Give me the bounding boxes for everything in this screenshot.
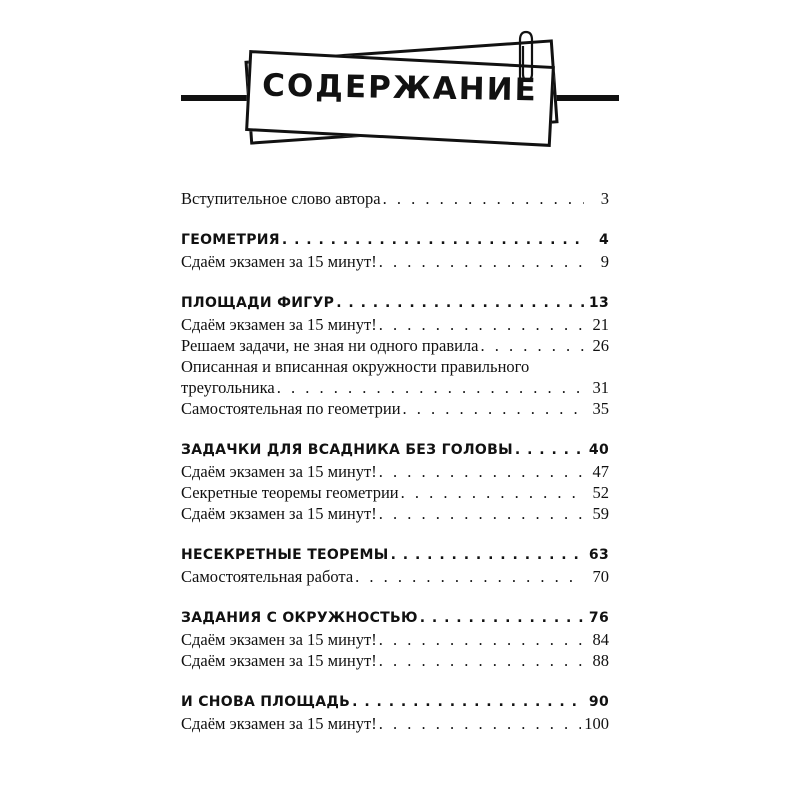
toc-section-label: НЕСЕКРЕТНЫЕ ТЕОРЕМЫ [181,547,389,563]
toc-entry-page: 84 [592,630,609,649]
toc-leader-dots [355,566,584,587]
page-title: СОДЕРЖАНИЕ [261,67,539,109]
toc-entry[interactable] [181,188,609,209]
toc-entry-label-line1: Описанная и вписанная окружности правильного [181,357,530,376]
toc-section-page: 76 [588,610,609,626]
toc-entry-label: Самостоятельная по геометрии [181,399,401,418]
toc-leader-dots [403,398,584,419]
toc-entry[interactable] [181,650,609,671]
toc-entry-page: 59 [592,504,609,523]
toc-leader-dots [379,713,582,734]
toc-section[interactable] [181,293,609,314]
toc-leader-dots [336,293,584,314]
toc-section-page: 4 [598,232,609,248]
toc-section-page: 63 [588,547,609,563]
toc-leader-dots [379,650,584,671]
toc-entry[interactable] [181,398,609,419]
toc-entry-page: 70 [592,567,609,586]
toc-section[interactable] [181,545,609,566]
toc-leader-dots [282,230,584,251]
toc-entry-page: 35 [592,399,609,418]
toc-entry-page: 3 [600,189,609,208]
toc-entry[interactable] [181,482,609,503]
toc-section-label: ПЛОЩАДИ ФИГУР [181,295,335,311]
toc-section-label: И СНОВА ПЛОЩАДЬ [181,694,351,710]
toc-entry[interactable] [181,566,609,587]
toc-section-page: 90 [588,694,609,710]
toc-leader-dots [401,482,584,503]
toc-leader-dots [420,608,584,629]
toc-section-label: ЗАДАЧКИ ДЛЯ ВСАДНИКА БЕЗ ГОЛОВЫ [181,442,513,458]
toc-entry-label: Самостоятельная работа [181,567,354,586]
header-rule-left [181,95,251,101]
toc-entry-page: 9 [600,252,609,271]
toc-leader-dots [391,545,584,566]
toc-leader-dots [383,188,584,209]
toc-entry-page: 100 [584,714,609,733]
toc-leader-dots [379,314,584,335]
toc-entry[interactable] [181,335,609,356]
toc-section[interactable] [181,230,609,251]
toc-entry-label: Сдаём экзамен за 15 минут! [181,651,377,670]
toc-entry[interactable] [181,629,609,650]
toc-entry[interactable] [181,713,609,734]
toc-entry-page: 26 [592,336,609,355]
toc-entry-label: Сдаём экзамен за 15 минут! [181,252,377,271]
toc-entry-label: Секретные теоремы геометрии [181,483,399,502]
toc-entry-page: 21 [592,315,609,334]
toc-leader-dots [379,629,584,650]
toc-entry-label: Сдаём экзамен за 15 минут! [181,714,377,733]
toc-leader-dots [379,251,584,272]
toc-leader-dots [379,503,584,524]
toc-section-label: ГЕОМЕТРИЯ [181,232,280,248]
toc-entry[interactable] [181,377,609,398]
toc-entry-page: 31 [592,378,609,397]
toc-entry-page: 88 [592,651,609,670]
toc-section[interactable] [181,692,609,713]
toc-entry-label: треугольника [181,378,275,397]
toc-entry-label: Решаем задачи, не зная ни одного правила [181,336,479,355]
toc-entry-label: Сдаём экзамен за 15 минут! [181,462,377,481]
header-rule-right [548,95,619,101]
toc-entry-label: Вступительное слово автора [181,189,381,208]
toc-leader-dots [515,440,584,461]
toc-entry[interactable] [181,503,609,524]
toc-entry[interactable] [181,314,609,335]
toc-section[interactable] [181,440,609,461]
toc-entry-label: Сдаём экзамен за 15 минут! [181,630,377,649]
toc-entry[interactable] [181,461,609,482]
toc-section-page: 13 [588,295,609,311]
toc-section-label: ЗАДАНИЯ С ОКРУЖНОСТЬЮ [181,610,418,626]
toc-entry-label: Сдаём экзамен за 15 минут! [181,315,377,334]
toc-section-page: 40 [588,442,609,458]
table-of-contents [181,188,609,734]
toc-entry-page: 52 [592,483,609,502]
toc-entry[interactable] [181,251,609,272]
toc-leader-dots [352,692,584,713]
toc-entry-line1[interactable] [181,356,609,377]
toc-leader-dots [277,377,584,398]
toc-entry-label: Сдаём экзамен за 15 минут! [181,504,377,523]
toc-entry-page: 47 [592,462,609,481]
toc-leader-dots [481,335,585,356]
toc-leader-dots [379,461,584,482]
toc-section[interactable] [181,608,609,629]
